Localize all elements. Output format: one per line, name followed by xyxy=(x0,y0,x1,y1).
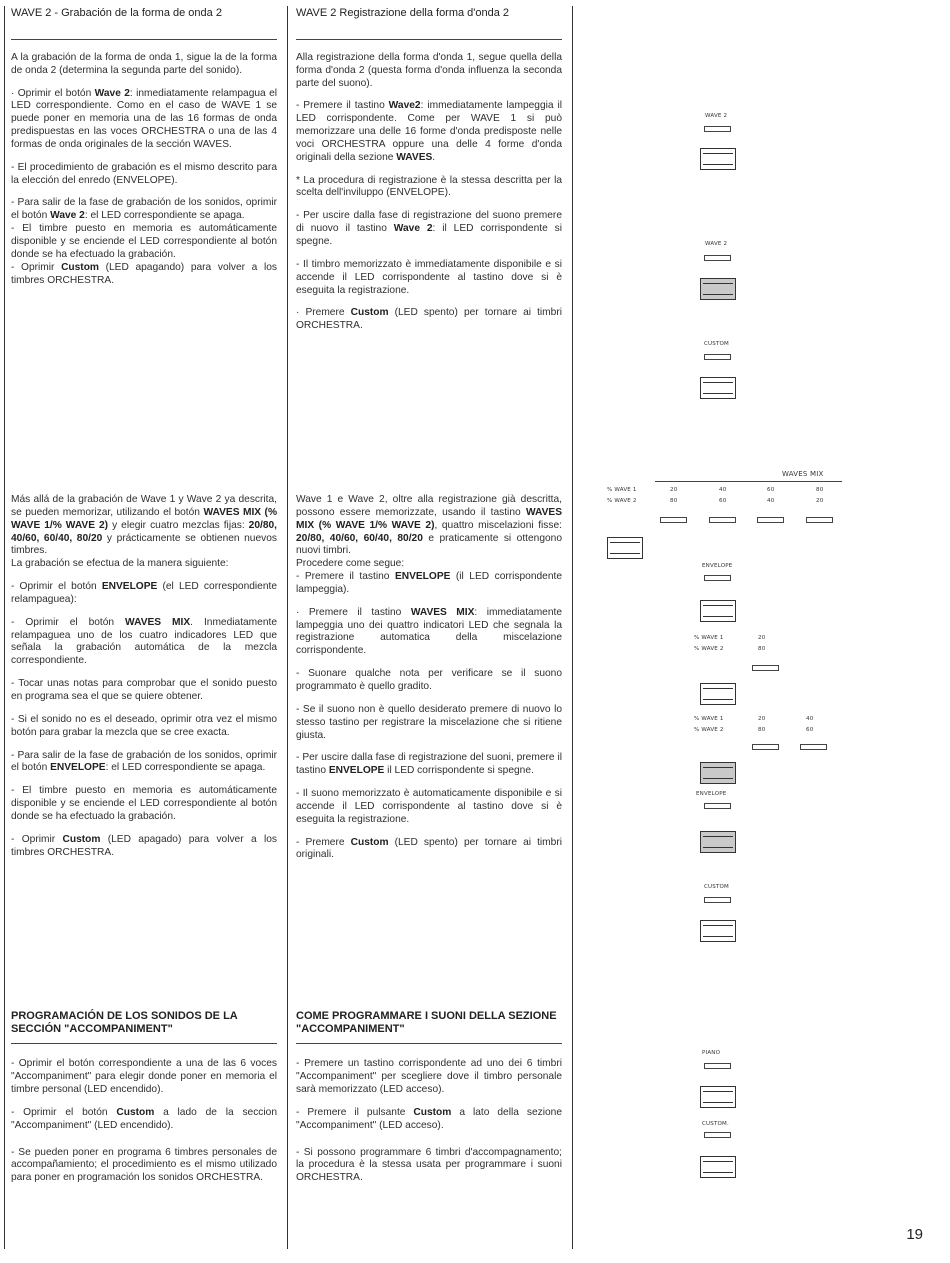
es-paragraph: - Para salir de la fase de grabación de los sonidos, oprimir el botón ENVELOPE: el LED correspondiente se apaga. xyxy=(11,749,277,774)
mix-led xyxy=(752,744,779,750)
it-paragraph: - Premere il tastino ENVELOPE (il LED corrispondente lampeggia). xyxy=(296,571,562,595)
mix-led xyxy=(800,744,827,750)
wave2-label: WAVE 2 xyxy=(705,241,728,247)
it-paragraph: - Premere Custom (LED spento) per tornare ai timbri originali. xyxy=(296,836,562,861)
it-section-title: COME PROGRAMMARE I SUONI DELLA SEZIONE "ACCOMPANIMENT" xyxy=(296,1010,562,1044)
custom-led xyxy=(704,1132,731,1138)
es-section-waves-mix xyxy=(11,494,277,869)
es-section-accompaniment xyxy=(11,1010,277,1195)
it-paragraph: - Premere un tastino corrispondente ad uno dei 6 timbri "Accompaniment" per scegliere dove il timbro personale sarà memorizzato (LED acceso). xyxy=(296,1058,562,1096)
page-number: 19 xyxy=(906,1226,923,1244)
custom-button[interactable] xyxy=(700,920,736,942)
custom-label: CUSTOM. xyxy=(702,1121,729,1127)
it-paragraph: · Premere Custom (LED spento) per tornare ai timbri ORCHESTRA. xyxy=(296,307,562,332)
wave2-button[interactable] xyxy=(700,278,736,300)
it-paragraph: Wave 1 e Wave 2, oltre alla registrazione già descritta, possono essere memorizzate, usando il tastino WAVES MIX (% WAVE 1/% WAVE 2), quattro miscelazioni fisse: 20/80, 40/60, 60/40, 80/20 e praticamente si ottengono nuovi timbri. xyxy=(296,494,562,557)
envelope-led xyxy=(704,803,731,809)
pct-wave1-label: % WAVE 1 xyxy=(694,716,724,722)
pct-wave1-label: % WAVE 1 xyxy=(607,487,637,493)
pct-wave2-label: % WAVE 2 xyxy=(607,498,637,504)
es-paragraph: - El timbre puesto en memoria es automáticamente disponible y se enciende el LED correspondiente al botón donde se ha efectuado la grabación. xyxy=(11,785,277,822)
es-paragraph: - Para salir de la fase de grabación de los sonidos, oprimir el botón Wave 2: el LED correspondiente se apaga. xyxy=(11,197,277,222)
it-paragraph: - Il timbro memorizzato è immediatamente disponibile e si accende il LED corrispondente al tastino dove si è eseguita la registrazione. xyxy=(296,258,562,296)
es-paragraph: Más allá de la grabación de Wave 1 y Wave 2 ya descrita, se pueden memorizar, utilizando el botón WAVES MIX (% WAVE 1/% WAVE 2) y elegir cuatro mezclas fijas: 20/80, 40/60, 60/40, 80/20 y prácticamente se obtienen nuevos timbres. xyxy=(11,494,277,557)
envelope-button[interactable] xyxy=(700,831,736,853)
envelope-led xyxy=(704,575,731,581)
waves-mix-button[interactable] xyxy=(700,683,736,705)
wave2-led xyxy=(704,126,731,132)
mix-led xyxy=(709,517,736,523)
mix-led xyxy=(752,665,779,671)
mix-value-w2: 80 xyxy=(670,498,678,504)
es-paragraph: - Oprimir el botón ENVELOPE (el LED correspondiente relampaguea): xyxy=(11,581,277,605)
es-paragraph: A la grabación de la forma de onda 1, sigue la de la forma de onda 2 (determina la segunda parte del sonido). xyxy=(11,51,277,76)
it-paragraph: - Si possono programmare 6 timbri d'accompagnamento; la procedura è la stessa usata per programmare i suoni ORCHESTRA. xyxy=(296,1146,562,1184)
mix-value-w2: 20 xyxy=(816,498,824,504)
it-paragraph: * La procedura di registrazione è la stessa descritta per la scelta dell'inviluppo (ENVELOPE). xyxy=(296,174,562,199)
mix-value-w1: 40 xyxy=(719,487,727,493)
left-margin-rule xyxy=(4,6,5,1249)
mix-value-w2: 60 xyxy=(719,498,727,504)
it-paragraph: - Premere il pulsante Custom a lato della sezione "Accompaniment" (LED acceso). xyxy=(296,1106,562,1131)
custom-led xyxy=(704,354,731,360)
right-column-rule xyxy=(572,6,573,1249)
it-section-accompaniment xyxy=(296,1010,562,1195)
es-paragraph: - Si el sonido no es el deseado, oprimir otra vez el mismo botón para grabar la mezcla que se cree exacta. xyxy=(11,713,277,738)
wave2-led xyxy=(704,255,731,261)
mix-value: 80 xyxy=(758,727,766,733)
pct-wave2-label: % WAVE 2 xyxy=(694,727,724,733)
mix-led xyxy=(806,517,833,523)
mix-value: 80 xyxy=(758,646,766,652)
es-paragraph: - Oprimir el botón correspondiente a una de las 6 voces "Accompaniment" para elegir donde poner en memoria el timbre personal (LED encendido). xyxy=(11,1058,277,1096)
piano-led xyxy=(704,1063,731,1069)
es-paragraph: - Oprimir el botón Custom a lado de la seccion "Accompaniment" (LED encendido). xyxy=(11,1106,277,1131)
pct-wave2-label: % WAVE 2 xyxy=(694,646,724,652)
spanish-column xyxy=(11,0,277,1263)
mix-value-w1: 80 xyxy=(816,487,824,493)
wave2-button[interactable] xyxy=(700,148,736,170)
custom-label: CUSTOM xyxy=(704,341,729,347)
es-paragraph: - Oprimir Custom (LED apagado) para volver a los timbres ORCHESTRA. xyxy=(11,833,277,858)
mix-led xyxy=(757,517,784,523)
envelope-button[interactable] xyxy=(700,600,736,622)
it-section-waves-mix xyxy=(296,494,562,872)
es-paragraph: - Tocar unas notas para comprobar que el sonido puesto en programa sea el que se quiere obtener. xyxy=(11,678,277,702)
mix-led xyxy=(660,517,687,523)
column-divider-rule xyxy=(287,6,288,1249)
envelope-label: ENVELOPE xyxy=(696,791,727,797)
es-paragraph: - El timbre puesto en memoria es automáticamente disponible y se enciende el LED correspondiente al botón donde se ha efectuado la grabación. xyxy=(11,223,277,260)
pct-wave1-label: % WAVE 1 xyxy=(694,635,724,641)
it-paragraph: Procedere come segue: xyxy=(296,558,405,570)
mix-value: 60 xyxy=(806,727,814,733)
es-section-title: PROGRAMACIÓN DE LOS SONIDOS DE LA SECCIÓN "ACCOMPANIMENT" xyxy=(11,1010,277,1044)
custom-button[interactable] xyxy=(700,1156,736,1178)
it-paragraph: - Se il suono non è quello desiderato premere di nuovo lo stesso tastino per registrare la miscelazione che si ritiene giusta. xyxy=(296,703,562,741)
it-paragraph: - Per uscire dalla fase di registrazione del suoni, premere il tastino ENVELOPE il LED corrispondente si spegne. xyxy=(296,752,562,777)
custom-button[interactable] xyxy=(700,377,736,399)
es-header: WAVE 2 - Grabación de la forma de onda 2 xyxy=(11,7,277,40)
waves-mix-rule xyxy=(655,481,842,482)
wave2-label: WAVE 2 xyxy=(705,113,728,119)
italian-column xyxy=(296,0,562,1263)
it-header: WAVE 2 Registrazione della forma d'onda 2 xyxy=(296,7,562,40)
mix-value: 20 xyxy=(758,716,766,722)
it-paragraph: - Il suono memorizzato è automaticamente disponibile e si accende il LED corrispondente al tastino dove si è eseguita la registrazione. xyxy=(296,788,562,825)
it-paragraph: Alla registrazione della forma d'onda 1, segue quella della forma d'onda 2 (questa forma d'onda influenza la seconda parte del suono). xyxy=(296,51,562,89)
custom-label: CUSTOM xyxy=(704,884,729,890)
waves-mix-button[interactable] xyxy=(607,537,643,559)
mix-value-w2: 40 xyxy=(767,498,775,504)
mix-value: 40 xyxy=(806,716,814,722)
it-paragraph: - Suonare qualche nota per verificare se il suono programmato è quello gradito. xyxy=(296,668,562,692)
es-paragraph: · Oprimir el botón Wave 2: inmediatamente relampagua el LED correspondiente. Como en el caso de WAVE 1 se puede poner en memoria una de las 16 formas de onda predispuestas en las voces ORCHESTRA o una de las 4 formas de onda originales de la sección WAVES. xyxy=(11,87,278,150)
it-section-wave2 xyxy=(296,7,562,343)
es-paragraph: La grabación se efectua de la manera siguiente: xyxy=(11,558,229,570)
es-paragraph: - Se pueden poner en programa 6 timbres personales de accompañamiento; el procedimiento es el mismo utilizado para poner en programación los sonidos ORCHESTRA. xyxy=(11,1146,277,1184)
it-paragraph: · Premere il tastino WAVES MIX: immediatamente lampeggia uno dei quattro indicatori LED che segnala la registrazione automatica della miscelazione corrispondente. xyxy=(296,606,563,657)
custom-led xyxy=(704,897,731,903)
it-paragraph: - Premere il tastino Wave2: immediatamente lampeggia il LED corrispondente. Come per WAVE 1 si può memorizzare una delle 16 forme d'onda predisposte nelle voci ORCHESTRA oppure una delle 4 forme d'onda originali della sezione WAVES. xyxy=(296,100,562,163)
es-section-wave2 xyxy=(11,7,277,297)
piano-label: PIANO xyxy=(702,1050,721,1056)
mix-value-w1: 60 xyxy=(767,487,775,493)
envelope-label: ENVELOPE xyxy=(702,563,733,569)
mix-value-w1: 20 xyxy=(670,487,678,493)
piano-button[interactable] xyxy=(700,1086,736,1108)
waves-mix-button[interactable] xyxy=(700,762,736,784)
es-paragraph: - El procedimiento de grabación es el mismo descrito para la elección del enredo (ENVELOPE). xyxy=(11,161,277,186)
es-paragraph: - Oprimir el botón WAVES MIX. Inmediatamente relampaguea uno de los cuatro indicadores LED que señala la grabación automática de la mezcla correspondiente. xyxy=(11,616,277,667)
mix-value: 20 xyxy=(758,635,766,641)
es-paragraph: - Oprimir Custom (LED apagando) para volver a los timbres ORCHESTRA. xyxy=(11,261,277,286)
it-paragraph: - Per uscire dalla fase di registrazione del suono premere di nuovo il tastino Wave 2: il LED corrispondente si spegne. xyxy=(296,210,562,247)
waves-mix-title: WAVES MIX xyxy=(782,470,824,478)
